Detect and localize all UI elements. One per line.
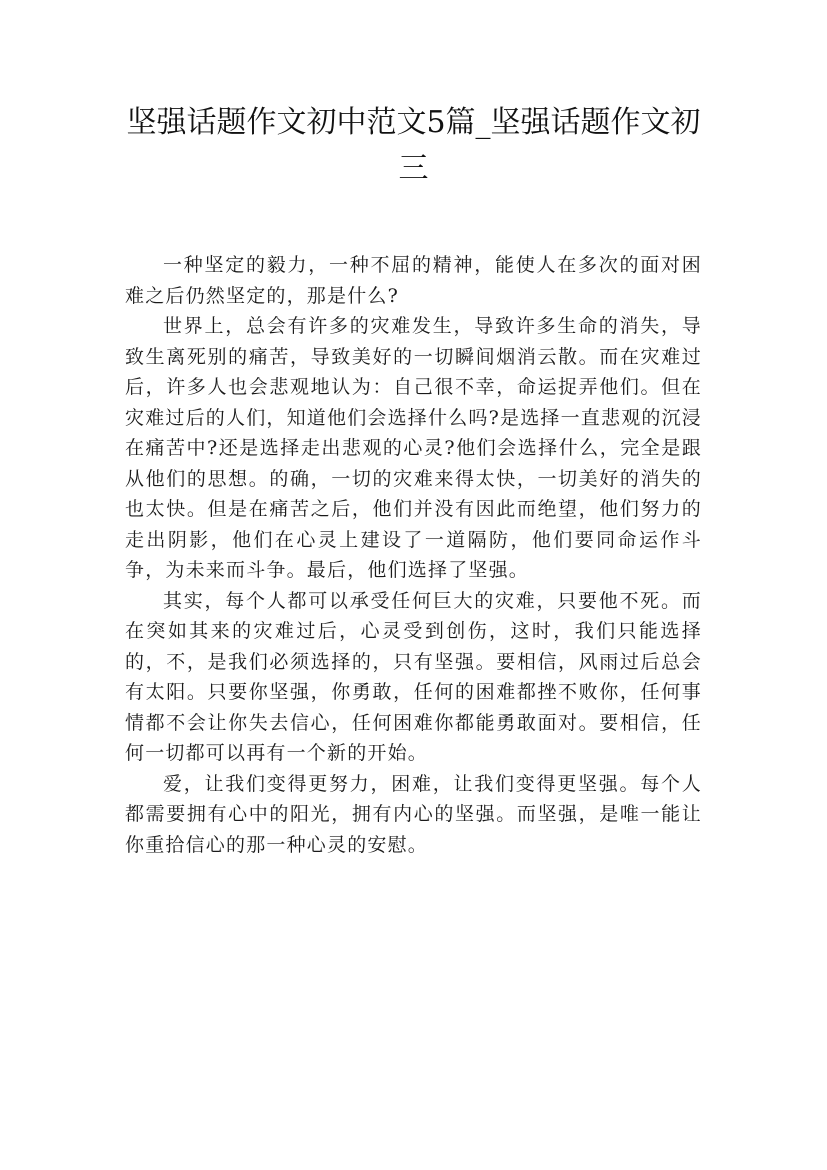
document-title: 坚强话题作文初中范文5篇_坚强话题作文初三 xyxy=(126,105,701,186)
paragraph: 一种坚定的毅力，一种不屈的精神，能使人在多次的面对困难之后仍然坚定的，那是什么? xyxy=(125,254,702,307)
paragraph: 爱，让我们变得更努力，困难，让我们变得更坚强。每个人都需要拥有心中的阳光，拥有内心的坚强。而坚强，是唯一能让你重拾信心的那一种心灵的安慰。 xyxy=(125,772,702,856)
paragraph: 世界上，总会有许多的灾难发生，导致许多生命的消失，导致生离死别的痛苦，导致美好的一切瞬间烟消云散。而在灾难过后，许多人也会悲观地认为：自己很不幸，命运捉弄他们。但在灾难过后的人们，知道他们会选择什么吗?是选择一直悲观的沉浸在痛苦中?还是选择走出悲观的心灵?他们会选择什么，完全是跟从他们的思想。的确，一切的灾难来得太快，一切美好的消失的也太快。但是在痛苦之后，他们并没有因此而绝望，他们努力的走出阴影，他们在心灵上建设了一道隔防，他们要同命运作斗争，为未来而斗争。最后，他们选择了坚强。 xyxy=(125,315,702,581)
document-body xyxy=(125,250,702,860)
paragraph: 其实，每个人都可以承受任何巨大的灾难，只要他不死。而在突如其来的灾难过后，心灵受到创伤，这时，我们只能选择的，不，是我们必须选择的，只有坚强。要相信，风雨过后总会有太阳。只要你坚强，你勇敢，任何的困难都挫不败你，任何事情都不会让你失去信心，任何困难你都能勇敢面对。要相信，任何一切都可以再有一个新的开始。 xyxy=(125,589,702,764)
